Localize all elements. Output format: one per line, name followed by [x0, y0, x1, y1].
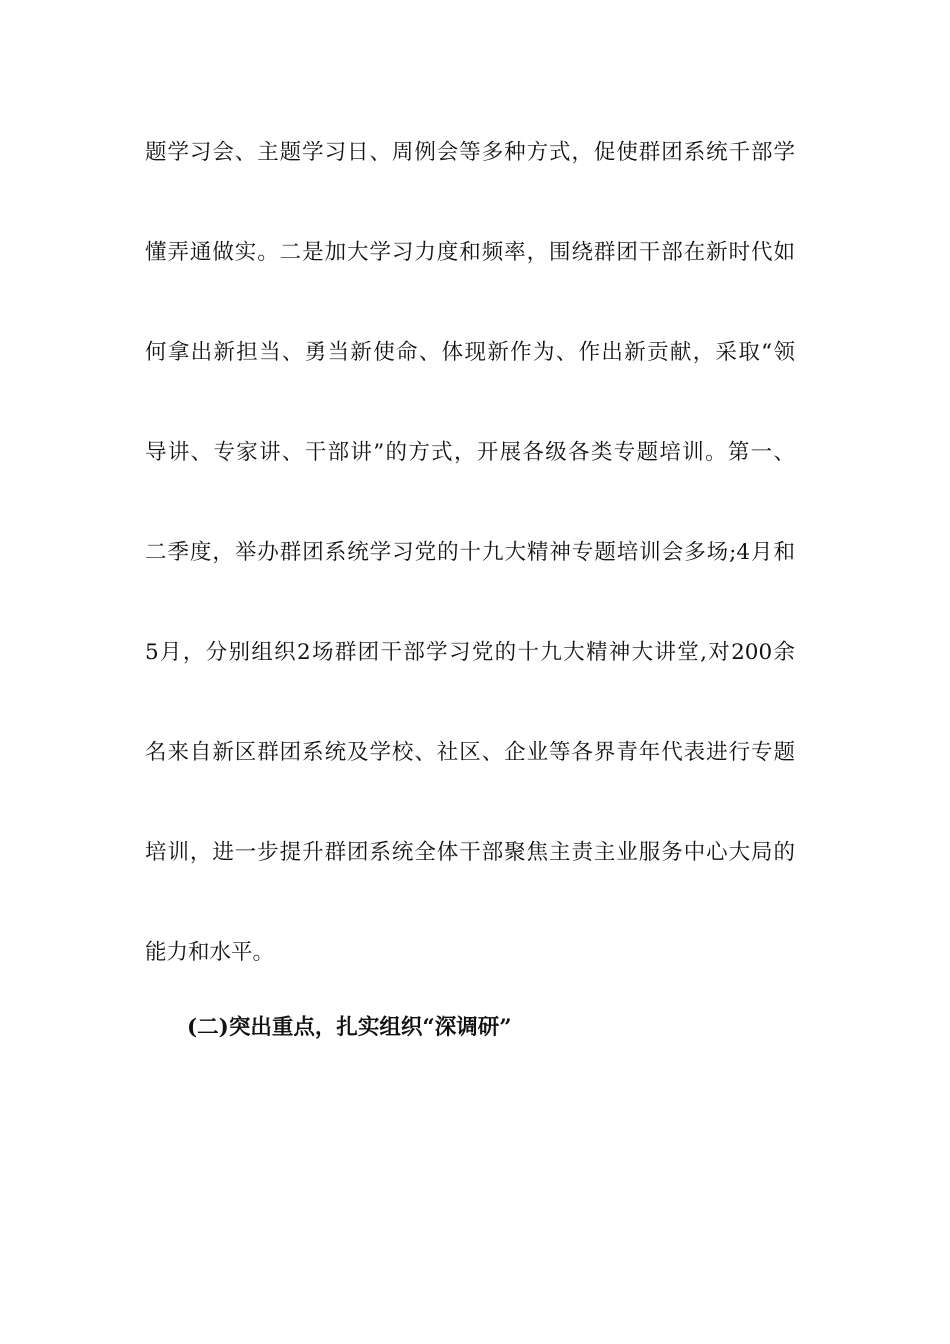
paragraph-line: 题学习会、主题学习日、周例会等多种方式，促使群团系统千部学 [145, 140, 795, 165]
paragraph-line: 懂弄通做实。二是加大学习力度和频率，围绕群团干部在新时代如 [145, 240, 795, 265]
paragraph-line: 何拿出新担当、勇当新使命、体现新作为、作出新贡献，采取“领 [145, 340, 795, 365]
paragraph-line: 导讲、专家讲、干部讲”的方式，开展各级各类专题培训。第一、 [145, 440, 795, 465]
paragraph-line-last: 能力和水平。 [145, 940, 275, 965]
paragraph-line: 培训，进一步提升群团系统全体干部聚焦主责主业服务中心大局的 [145, 840, 795, 865]
paragraph-line: 二季度，举办群团系统学习党的十九大精神专题培训会多场;4月和 [145, 540, 795, 565]
section-heading: (二)突出重点，扎实组织“深调研” [187, 1015, 512, 1040]
paragraph-line: 名来自新区群团系统及学校、社区、企业等各界青年代表进行专题 [145, 740, 795, 765]
paragraph-line: 5月，分别组织2场群团干部学习党的十九大精神大讲堂,对200余 [145, 640, 795, 665]
